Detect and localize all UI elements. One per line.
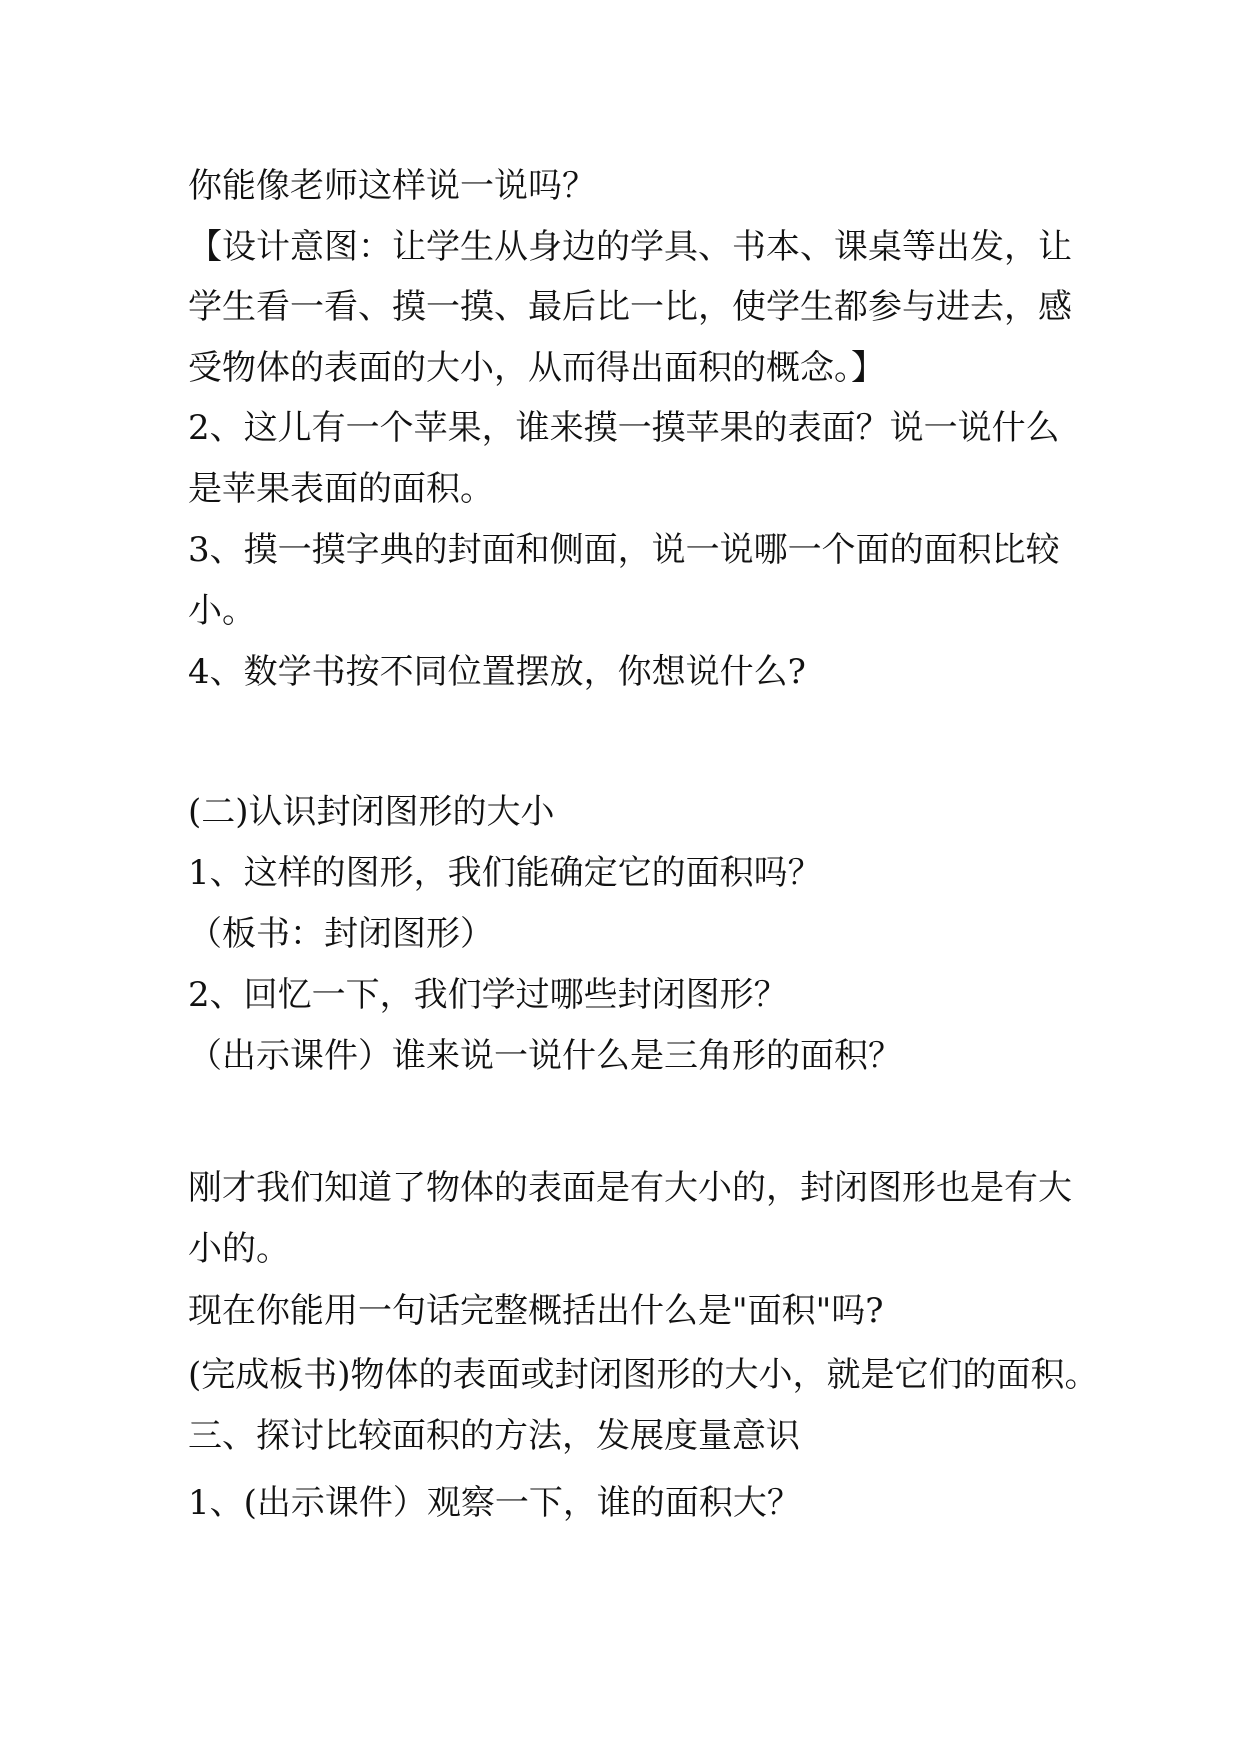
text-line: 1、(出示课件）观察一下，谁的面积大？ bbox=[188, 1483, 801, 1523]
text-line: 小。 bbox=[188, 591, 256, 631]
text-line: （板书：封闭图形） bbox=[188, 914, 494, 954]
text-line: 刚才我们知道了物体的表面是有大小的，封闭图形也是有大 bbox=[188, 1168, 1072, 1208]
text-line: 现在你能用一句话完整概括出什么是"面积"吗? bbox=[188, 1291, 884, 1331]
text-line: 是苹果表面的面积。 bbox=[188, 469, 494, 509]
text-line: 【设计意图：让学生从身边的学具、书本、课桌等出发，让 bbox=[188, 227, 1072, 267]
text-line: 受物体的表面的大小，从而得出面积的概念。】 bbox=[188, 348, 885, 388]
text-line: 1、这样的图形，我们能确定它的面积吗？ bbox=[188, 853, 822, 893]
text-line: (完成板书)物体的表面或封闭图形的大小，就是它们的面积。 bbox=[188, 1355, 1099, 1395]
text-line: 小的。 bbox=[188, 1229, 290, 1269]
text-line: 2、这儿有一个苹果，谁来摸一摸苹果的表面？说一说什么 bbox=[188, 408, 1060, 448]
text-line: 3、摸一摸字典的封面和侧面，说一说哪一个面的面积比较 bbox=[188, 530, 1060, 570]
section-heading: (二)认识封闭图形的大小 bbox=[188, 792, 555, 832]
text-line: 你能像老师这样说一说吗？ bbox=[188, 166, 596, 206]
text-line: （出示课件）谁来说一说什么是三角形的面积？ bbox=[188, 1036, 902, 1076]
text-line: 学生看一看、摸一摸、最后比一比，使学生都参与进去，感 bbox=[188, 287, 1072, 327]
text-line: 4、数学书按不同位置摆放，你想说什么? bbox=[188, 652, 806, 692]
text-line: 2、回忆一下，我们学过哪些封闭图形？ bbox=[188, 975, 788, 1015]
section-heading: 三、探讨比较面积的方法，发展度量意识 bbox=[188, 1416, 800, 1456]
